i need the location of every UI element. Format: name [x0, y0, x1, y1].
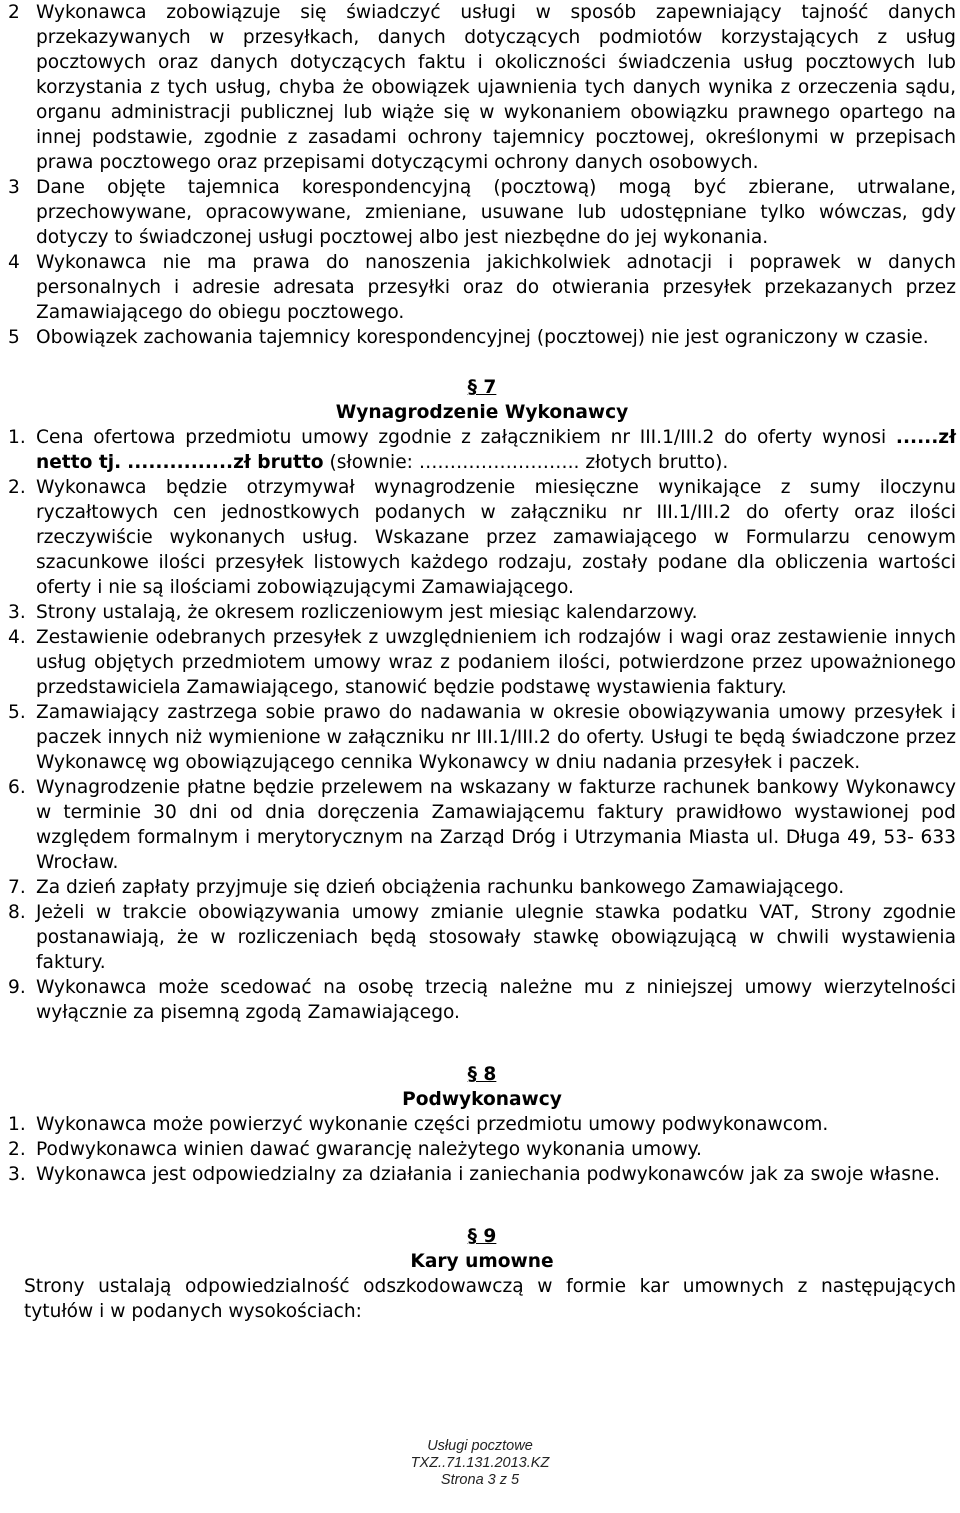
- section-8-heading: [8, 1062, 956, 1112]
- item-text: [36, 425, 956, 475]
- item-number: 7.: [8, 877, 26, 898]
- item-text: Wynagrodzenie płatne będzie przelewem na wskazany w fakturze rachunek bankowy Wykonawcy w terminie 30 dni od dnia doręczenia Zamawiającemu faktury prawidłowo wystawionej pod względem formalnym i merytorycznym na Zarząd Dróg i Utrzymania Miasta ul. Długa 49, 53- 633 Wrocław.: [36, 777, 956, 873]
- section-8-list: [8, 1112, 956, 1187]
- item-text: Wykonawca nie ma prawa do nanoszenia jakichkolwiek adnotacji i poprawek w danych personalnych i adresie adresata przesyłki oraz do otwierania przesyłek przekazanych przez Zamawiającego do obiegu pocztowego.: [36, 252, 956, 323]
- document-page: [8, 0, 956, 1324]
- spacer: [8, 1025, 956, 1062]
- item-number: 2.: [8, 1139, 26, 1160]
- item-text: Wykonawca może powierzyć wykonanie części przedmiotu umowy podwykonawcom.: [36, 1114, 829, 1135]
- item-number: 8.: [8, 902, 26, 923]
- item-number: 1.: [8, 1114, 26, 1135]
- item-number: 2.: [8, 477, 26, 498]
- list-item: [8, 775, 956, 875]
- spacer: [8, 350, 956, 375]
- item-number: 5: [8, 327, 20, 348]
- footer-page-number: Strona 3 z 5: [440, 1472, 520, 1488]
- item-number: 5.: [8, 702, 26, 723]
- price-words: (słownie: …………………….. złotych brutto).: [329, 452, 729, 473]
- item-text: Zestawienie odebranych przesyłek z uwzględnieniem ich rodzajów i wagi oraz zestawienie innych usług objętych przedmiotem umowy wraz z podaniem ilości, potwierdzone przez upoważnionego przedstawiciela Zamawiającego, stanowić będzie podstawę wystawienia faktury.: [36, 627, 956, 698]
- list-item: [8, 975, 956, 1025]
- section-9-number: § 9: [467, 1226, 497, 1247]
- list-item: [8, 1137, 956, 1162]
- item-text: Obowiązek zachowania tajemnicy korespondencyjnej (pocztowej) nie jest ograniczony w czasie.: [36, 327, 929, 348]
- price-intro: Cena ofertowa przedmiotu umowy zgodnie z załącznikiem nr III.1/III.2 do oferty wynosi: [36, 427, 887, 448]
- list-item: [8, 475, 956, 600]
- section-7-title: Wynagrodzenie Wykonawcy: [335, 402, 629, 423]
- list-item: [8, 625, 956, 700]
- list-item: [8, 875, 956, 900]
- spacer: [8, 1187, 956, 1224]
- item-number: 3.: [8, 602, 26, 623]
- section-8-title: Podwykonawcy: [402, 1089, 562, 1110]
- section-8-number: § 8: [467, 1064, 497, 1085]
- item-number: 4.: [8, 627, 26, 648]
- section-7-heading: [8, 375, 956, 425]
- item-number: 2: [8, 2, 20, 23]
- list-item: [8, 900, 956, 975]
- item-text: Jeżeli w trakcie obowiązywania umowy zmianie ulegnie stawka podatku VAT, Strony zgodnie postanawiają, że w rozliczeniach będą stosowały stawkę obowiązującą w chwili wystawienia faktury.: [36, 902, 956, 973]
- section-9-text: Strony ustalają odpowiedzialność odszkodowawczą w formie kar umownych z następujących tytułów i w podanych wysokościach:: [24, 1276, 956, 1322]
- footer-doc-title: Usługi pocztowe: [427, 1438, 533, 1454]
- price-brutto: ...............zł brutto: [127, 452, 324, 473]
- list-item: [8, 250, 956, 325]
- item-text: Zamawiający zastrzega sobie prawo do nadawania w okresie obowiązywania umowy przesyłek i paczek innych niż wymienione w załączniku nr III.1/III.2 do oferty. Usługi te będą świadczone przez Wykonawcę wg obowiązującego cennika Wykonawcy w dniu nadania przesyłek i paczek.: [36, 702, 956, 773]
- list-item: [8, 325, 956, 350]
- item-text: Podwykonawca winien dawać gwarancję należytego wykonania umowy.: [36, 1139, 702, 1160]
- section-7-list: [8, 425, 956, 1025]
- item-text: Wykonawca może scedować na osobę trzecią należne mu z niniejszej umowy wierzytelności wyłącznie za pisemną zgodą Zamawiającego.: [36, 977, 956, 1023]
- item-number: 1.: [8, 427, 26, 448]
- item-number: 6.: [8, 777, 26, 798]
- price-netto: ......zł netto tj.: [36, 427, 956, 473]
- prev-section-list: [8, 0, 956, 350]
- item-number: 3: [8, 177, 20, 198]
- item-text: Wykonawca będzie otrzymywał wynagrodzenie miesięczne wynikające z sumy iloczynu ryczałtowych cen jednostkowych podanych w załączniku nr III.1/III.2 do oferty oraz ilości rzeczywiście wykonanych usług. Wskazane przez zamawiającego w Formularzu cenowym szacunkowe ilości przesyłek listowych każdego rodzaju, zostały podane dla obliczenia wartości oferty i nie są ilościami zobowiązującymi Zamawiającego.: [36, 477, 956, 598]
- list-item: [8, 600, 956, 625]
- item-text: Strony ustalają, że okresem rozliczeniowym jest miesiąc kalendarzowy.: [36, 602, 698, 623]
- list-item: [8, 425, 956, 475]
- item-text: Dane objęte tajemnica korespondencyjną (pocztową) mogą być zbierane, utrwalane, przechowywane, opracowywane, zmieniane, usuwane lub udostępniane tylko wówczas, gdy dotyczy to świadczonej usługi pocztowej albo jest niezbędne do jej wykonania.: [36, 177, 956, 248]
- section-7-number: § 7: [467, 377, 497, 398]
- list-item: [8, 175, 956, 250]
- section-9-heading: [8, 1224, 956, 1274]
- list-item: [8, 1112, 956, 1137]
- item-text: Wykonawca zobowiązuje się świadczyć usługi w sposób zapewniający tajność danych przekazywanych w przesyłkach, danych dotyczących podmiotów korzystających z usług pocztowych oraz danych dotyczących faktu i okoliczności świadczenia usług pocztowych lub korzystania z tych usług, chyba że obowiązek ujawnienia tych danych wynika z orzeczenia sądu, organu administracji publicznej lub wiąże się w wykonaniem obowiązku prawnego opartego na innej podstawie, zgodnie z zasadami ochrony tajemnicy pocztowej, określonymi w przepisach prawa pocztowego oraz przepisami dotyczącymi ochrony danych osobowych.: [36, 2, 956, 173]
- item-number: 9.: [8, 977, 26, 998]
- item-text: Za dzień zapłaty przyjmuje się dzień obciążenia rachunku bankowego Zamawiającego.: [36, 877, 845, 898]
- item-number: 4: [8, 252, 20, 273]
- footer-case-number: TXZ..71.131.2013.KZ: [410, 1455, 550, 1471]
- item-number: 3.: [8, 1164, 26, 1185]
- page-footer: [0, 1438, 960, 1489]
- list-item: [8, 1162, 956, 1187]
- section-9-title: Kary umowne: [410, 1251, 554, 1272]
- item-text: Wykonawca jest odpowiedzialny za działania i zaniechania podwykonawców jak za swoje własne.: [36, 1164, 941, 1185]
- list-item: [8, 0, 956, 175]
- list-item: [8, 700, 956, 775]
